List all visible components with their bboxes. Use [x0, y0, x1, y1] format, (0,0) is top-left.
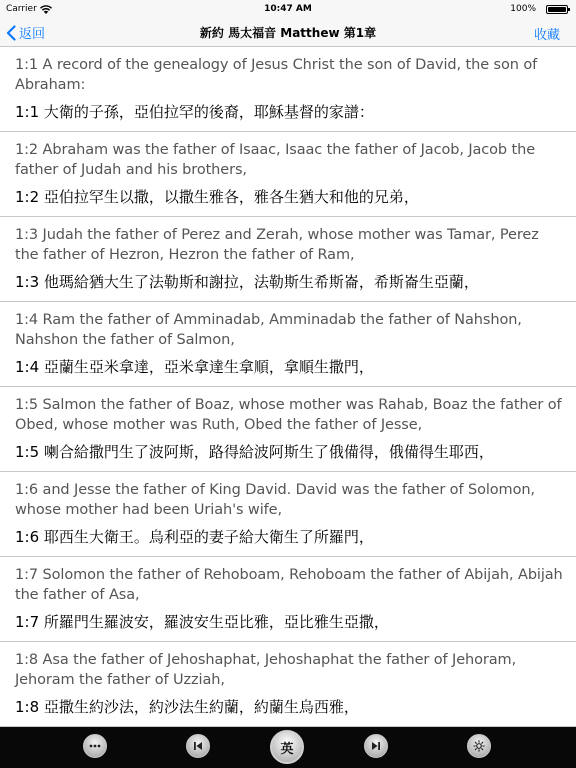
- brightness-button[interactable]: [467, 734, 491, 758]
- ellipsis-icon: [89, 740, 101, 752]
- back-button[interactable]: [6, 23, 45, 42]
- verse-chinese: 1:5 喇合給撒門生了波阿斯，路得給波阿斯生了俄備得，俄備得生耶西，: [15, 443, 494, 461]
- verse-english: 1:3 Judah the father of Perez and Zerah, whose mother was Tamar, Perez the father of Hezron, Hezron the father of Ram,: [15, 227, 539, 263]
- verse-english: 1:1 A record of the genealogy of Jesus Christ the son of David, the son of Abraham:: [15, 57, 538, 93]
- verse-row[interactable]: [0, 387, 576, 472]
- clock: 10:47 AM: [264, 4, 312, 14]
- verse-chinese: 1:2 亞伯拉罕生以撒，以撒生雅各，雅各生猶大和他的兄弟，: [15, 188, 419, 206]
- status-bar: [0, 0, 576, 18]
- verse-row[interactable]: [0, 217, 576, 302]
- more-button[interactable]: [83, 734, 107, 758]
- verse-row[interactable]: [0, 302, 576, 387]
- verse-english: 1:7 Solomon the father of Rehoboam, Rehoboam the father of Abijah, Abijah the father of Asa,: [15, 567, 563, 603]
- brightness-icon: [473, 740, 485, 752]
- verse-english: 1:8 Asa the father of Jehoshaphat, Jehoshaphat the father of Jehoram, Jehoram the father of Uzziah,: [15, 652, 517, 688]
- previous-chapter-icon: [192, 740, 204, 752]
- carrier-label: Carrier: [6, 4, 37, 14]
- back-label: 返回: [19, 27, 46, 42]
- language-toggle-button[interactable]: 英: [270, 730, 304, 764]
- page-title: 新約 馬太福音 Matthew 第1章: [199, 26, 377, 40]
- verse-list[interactable]: [0, 47, 576, 727]
- verse-english: 1:5 Salmon the father of Boaz, whose mother was Rahab, Boaz the father of Obed, whose mother was Ruth, Obed the father of Jesse,: [15, 397, 562, 433]
- verse-chinese: 1:3 他瑪給猶大生了法勒斯和謝拉，法勒斯生希斯崙，希斯崙生亞蘭，: [15, 273, 479, 291]
- navigation-bar: [0, 18, 576, 47]
- verse-english: 1:2 Abraham was the father of Isaac, Isaac the father of Jacob, Jacob the father of Judah and his brothers,: [15, 142, 536, 178]
- chevron-left-icon: [6, 25, 16, 41]
- verse-english: 1:6 and Jesse the father of King David. David was the father of Solomon, whose mother had been Uriah's wife,: [15, 482, 535, 518]
- battery-icon: [546, 5, 568, 14]
- next-chapter-icon: [370, 740, 382, 752]
- battery-percent: 100%: [510, 4, 536, 14]
- verse-chinese: 1:1 大衛的子孫，亞伯拉罕的後裔，耶穌基督的家譜：: [15, 103, 374, 121]
- next-chapter-button[interactable]: [364, 734, 388, 758]
- verse-row[interactable]: [0, 642, 576, 727]
- verse-english: 1:4 Ram the father of Amminadab, Amminadab the father of Nahshon, Nahshon the father of Salmon,: [15, 312, 522, 348]
- favorite-button[interactable]: 收藏: [533, 28, 560, 43]
- verse-row[interactable]: [0, 47, 576, 132]
- previous-chapter-button[interactable]: [186, 734, 210, 758]
- verse-row[interactable]: [0, 472, 576, 557]
- verse-chinese: 1:8 亞撒生約沙法，約沙法生約蘭，約蘭生烏西雅，: [15, 698, 359, 716]
- verse-row[interactable]: [0, 557, 576, 642]
- verse-chinese: 1:4 亞蘭生亞米拿達，亞米拿達生拿順，拿順生撒門，: [15, 358, 374, 376]
- verse-row[interactable]: [0, 132, 576, 217]
- bottom-toolbar: [0, 727, 576, 768]
- verse-chinese: 1:6 耶西生大衛王。烏利亞的妻子給大衛生了所羅門，: [15, 528, 374, 546]
- verse-chinese: 1:7 所羅門生羅波安，羅波安生亞比雅，亞比雅生亞撒，: [15, 613, 389, 631]
